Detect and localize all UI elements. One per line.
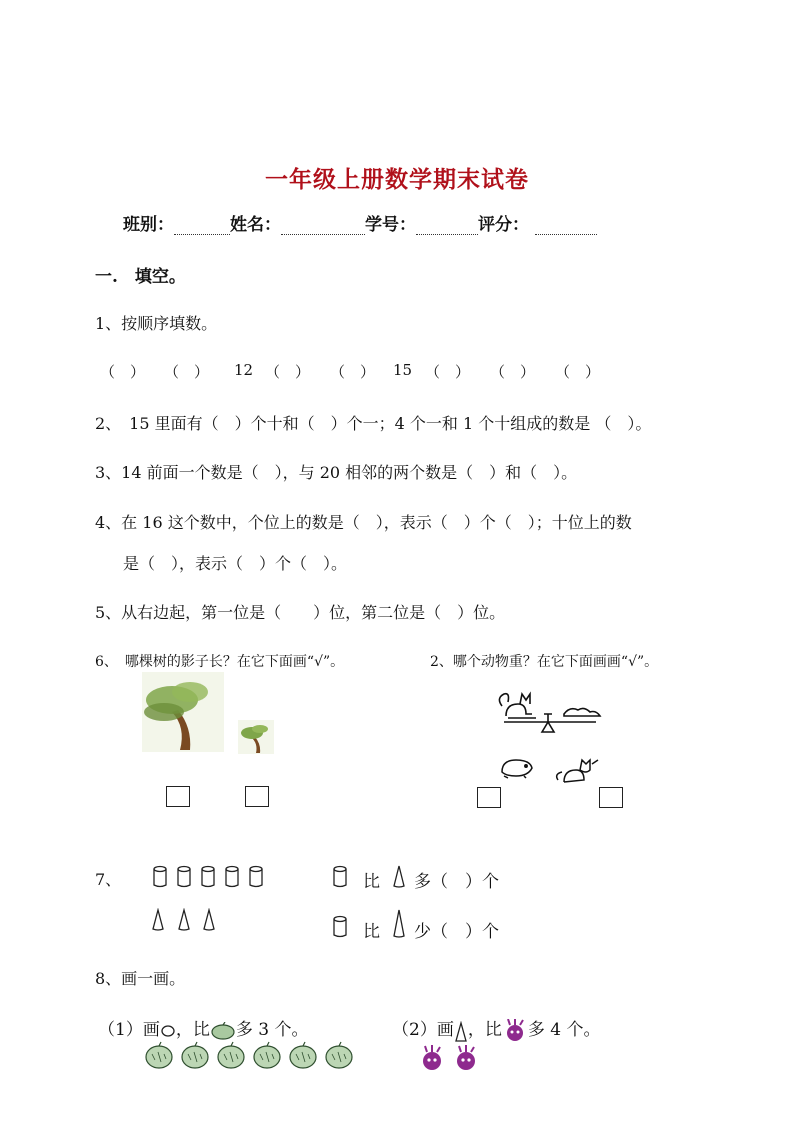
number-label: 学号： [365,215,416,235]
cylinder-icon [332,915,348,939]
number-blank[interactable] [416,216,478,235]
sequence-item: 15 [393,361,413,379]
score-blank[interactable] [535,216,597,235]
radishes-row-icon [418,1044,482,1074]
question-7-less: 少（ ）个 [414,922,499,942]
cylinders-row-icon [152,865,268,889]
question-5: 5、从右边起，第一位是（ ）位，第二位是（ ）位。 [95,603,506,622]
radish-icon [502,1019,528,1043]
number-sequence [0,361,794,381]
section-heading: 一. 填空。 [95,267,186,287]
class-blank[interactable] [174,216,230,235]
question-7-more: 多（ ）个 [414,872,499,892]
sequence-item[interactable]: （ ） [425,363,471,381]
triangle-icon [454,1021,468,1043]
compare-word: 比 [363,922,380,942]
apple-icon [210,1022,236,1040]
answer-box-big-tree[interactable] [166,786,190,807]
sequence-item[interactable]: （ ） [164,363,210,381]
answer-box-small-tree[interactable] [245,786,269,807]
score-label: 评分： [478,215,529,235]
sequence-item[interactable]: （ ） [330,363,376,381]
hamster-icon [498,756,536,780]
name-blank[interactable] [281,216,365,235]
question-8-part-2 [392,1015,600,1043]
question-6-animals: 2、哪个动物重？在它下面画画“√”。 [430,654,659,670]
sequence-item: 12 [234,361,254,379]
compare-word: 比 [363,872,380,892]
name-label: 姓名： [230,215,281,235]
question-8-part-1 [98,1015,308,1040]
cone-icon [391,908,407,940]
question-4-line-2: 是（ ），表示（ ）个（ ）。 [123,554,348,573]
small-tree-icon [238,720,274,754]
part-2-draw: （2）画 [392,1020,454,1040]
cones-row-icon [150,908,220,932]
sequence-item[interactable]: （ ） [490,363,536,381]
page-title: 一年级上册数学期末试卷 [265,166,529,193]
answer-box-left-animal[interactable] [477,787,501,808]
student-info-row [123,210,597,235]
sequence-item[interactable]: （ ） [265,363,311,381]
part-2-compare: ，比 [467,1020,502,1040]
question-6-trees: 6、 哪棵树的影子长？在它下面画“√”。 [95,654,345,670]
cat-icon [554,756,600,786]
part-1-draw: （1）画 [98,1020,160,1040]
question-1: 1、按顺序填数。 [95,314,218,333]
sequence-item[interactable]: （ ） [100,363,146,381]
question-3: 3、14 前面一个数是（ ），与 20 相邻的两个数是（ ）和（ ）。 [95,463,578,482]
question-4-line-1: 4、在 16 这个数中，个位上的数是（ ），表示（ ）个（ ）；十位上的数 [95,513,632,532]
big-tree-icon [142,672,224,752]
cylinder-icon [332,865,348,889]
part-1-compare: ，比 [175,1020,210,1040]
part-2-more: 多 4 个。 [527,1020,601,1040]
question-7-number: 7、 [95,870,122,889]
question-8: 8、画一画。 [95,969,186,988]
circle-icon [160,1025,176,1037]
sequence-item[interactable]: （ ） [555,363,601,381]
part-1-more: 多 3 个。 [235,1020,309,1040]
seesaw-animals-icon [492,688,610,736]
answer-box-right-animal[interactable] [599,787,623,808]
apples-row-icon [144,1040,356,1070]
cone-icon [391,864,407,890]
class-label: 班别： [123,215,174,235]
question-2: 2、 15 里面有（ ）个十和（ ）个一；4 个一和 1 个十组成的数是 （ ）。 [95,414,652,433]
